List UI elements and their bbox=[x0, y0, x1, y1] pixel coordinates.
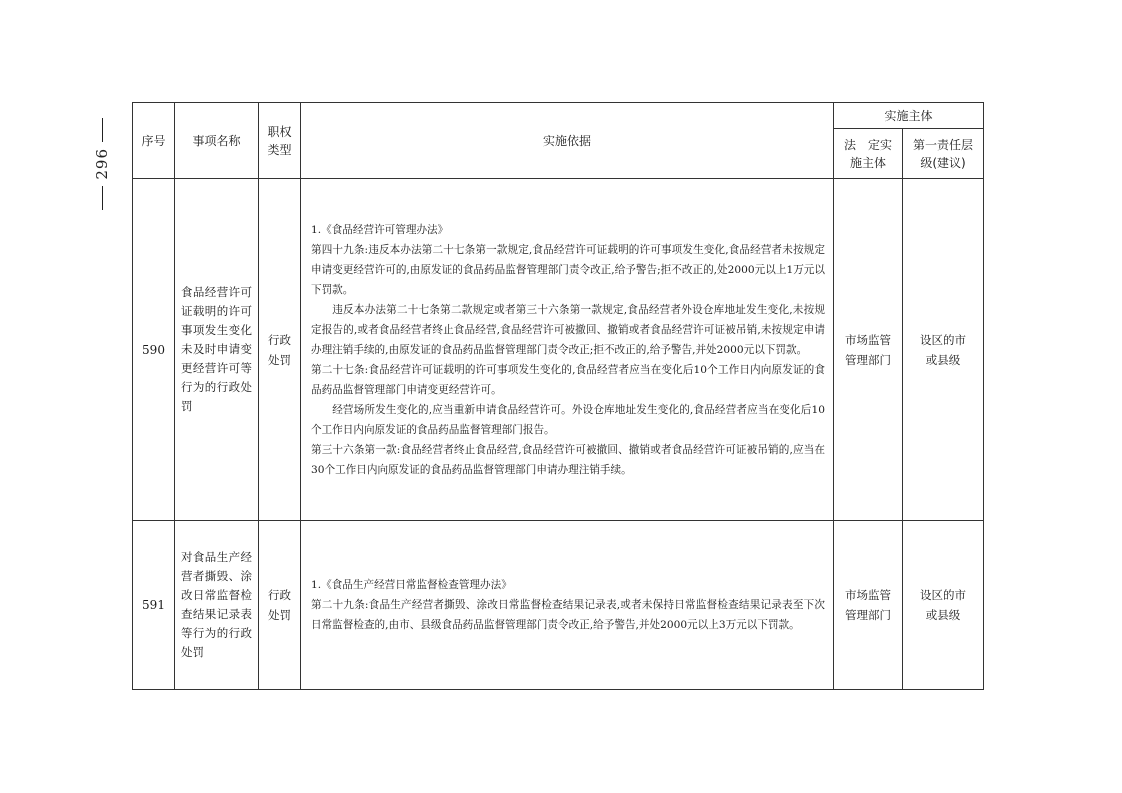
row-authority-type: 行政处罚 bbox=[259, 521, 301, 690]
row-first-responsible-level: 设区的市或县级 bbox=[903, 521, 984, 690]
basis-paragraph: 第二十九条:食品生产经营者撕毁、涂改日常监督检查结果记录表,或者未保持日常监督检查结果记录表至下次日常监督检查的,由市、县级食品药品监督管理部门责令改正,给予警告,并处2000元以上3万元以下罚款。 bbox=[311, 599, 825, 631]
header-implementing-subject: 实施主体 bbox=[834, 103, 984, 129]
row-legal-subject: 市场监管管理部门 bbox=[834, 521, 903, 690]
row-index: 591 bbox=[133, 521, 175, 690]
header-index: 序号 bbox=[133, 103, 175, 179]
table-row bbox=[133, 521, 984, 690]
row-legal-subject: 市场监管管理部门 bbox=[834, 179, 903, 521]
header-authority-type: 职权类型 bbox=[259, 103, 301, 179]
row-index: 590 bbox=[133, 179, 175, 521]
basis-paragraph: 第四十九条:违反本办法第二十七条第一款规定,食品经营许可证载明的许可事项发生变化,食品经营者未按规定申请变更经营许可的,由原发证的食品药品监督管理部门责令改正,给予警告;拒不改正的,处2000元以上1万元以下罚款。 bbox=[311, 243, 825, 296]
basis-paragraph: 第二十七条:食品经营许可证载明的许可事项发生变化的,食品经营者应当在变化后10个工作日内向原发证的食品药品监督管理部门申请变更经营许可。 bbox=[311, 363, 825, 396]
row-basis bbox=[301, 521, 834, 690]
header-basis: 实施依据 bbox=[301, 103, 834, 179]
basis-paragraph: 第三十六条第一款:食品经营者终止食品经营,食品经营许可被撤回、撤销或者食品经营许可证被吊销的,应当在30个工作日内向原发证的食品药品监督管理部门申请办理注销手续。 bbox=[311, 443, 825, 476]
row-basis bbox=[301, 179, 834, 521]
row-first-responsible-level: 设区的市或县级 bbox=[903, 179, 984, 521]
basis-paragraph: 1.《食品生产经营日常监督检查管理办法》 bbox=[311, 579, 512, 591]
basis-paragraph: 经营场所发生变化的,应当重新申请食品经营许可。外设仓库地址发生变化的,食品经营者应当在变化后10个工作日内向原发证的食品药品监督管理部门报告。 bbox=[311, 403, 825, 436]
row-authority-type: 行政处罚 bbox=[259, 179, 301, 521]
enforcement-items-table bbox=[132, 102, 984, 690]
page-number-dash-bottom bbox=[102, 186, 103, 210]
row-item-name: 对食品生产经营者撕毁、涂改日常监督检查结果记录表等行为的行政处罚 bbox=[175, 521, 259, 690]
header-legal-subject: 法 定实施主体 bbox=[834, 129, 903, 179]
page-number-dash-top bbox=[102, 118, 103, 142]
header-item-name: 事项名称 bbox=[175, 103, 259, 179]
header-first-responsible-level: 第一责任层级(建议) bbox=[903, 129, 984, 179]
row-item-name: 食品经营许可证载明的许可事项发生变化未及时申请变更经营许可等行为的行政处罚 bbox=[175, 179, 259, 521]
page-number bbox=[88, 118, 116, 210]
page-number-value: 296 bbox=[93, 148, 111, 180]
basis-paragraph: 1.《食品经营许可管理办法》 bbox=[311, 223, 449, 236]
basis-paragraph: 违反本办法第二十七条第二款规定或者第三十六条第一款规定,食品经营者外设仓库地址发生变化,未按规定报告的,或者食品经营者终止食品经营,食品经营许可被撤回、撤销或者食品经营许可证被吊销,未按规定申请办理注销手续的,由原发证的食品药品监督管理部门责令改正;拒不改正的,给予警告,并处2000元以下罚款。 bbox=[311, 303, 825, 356]
table-row bbox=[133, 179, 984, 521]
